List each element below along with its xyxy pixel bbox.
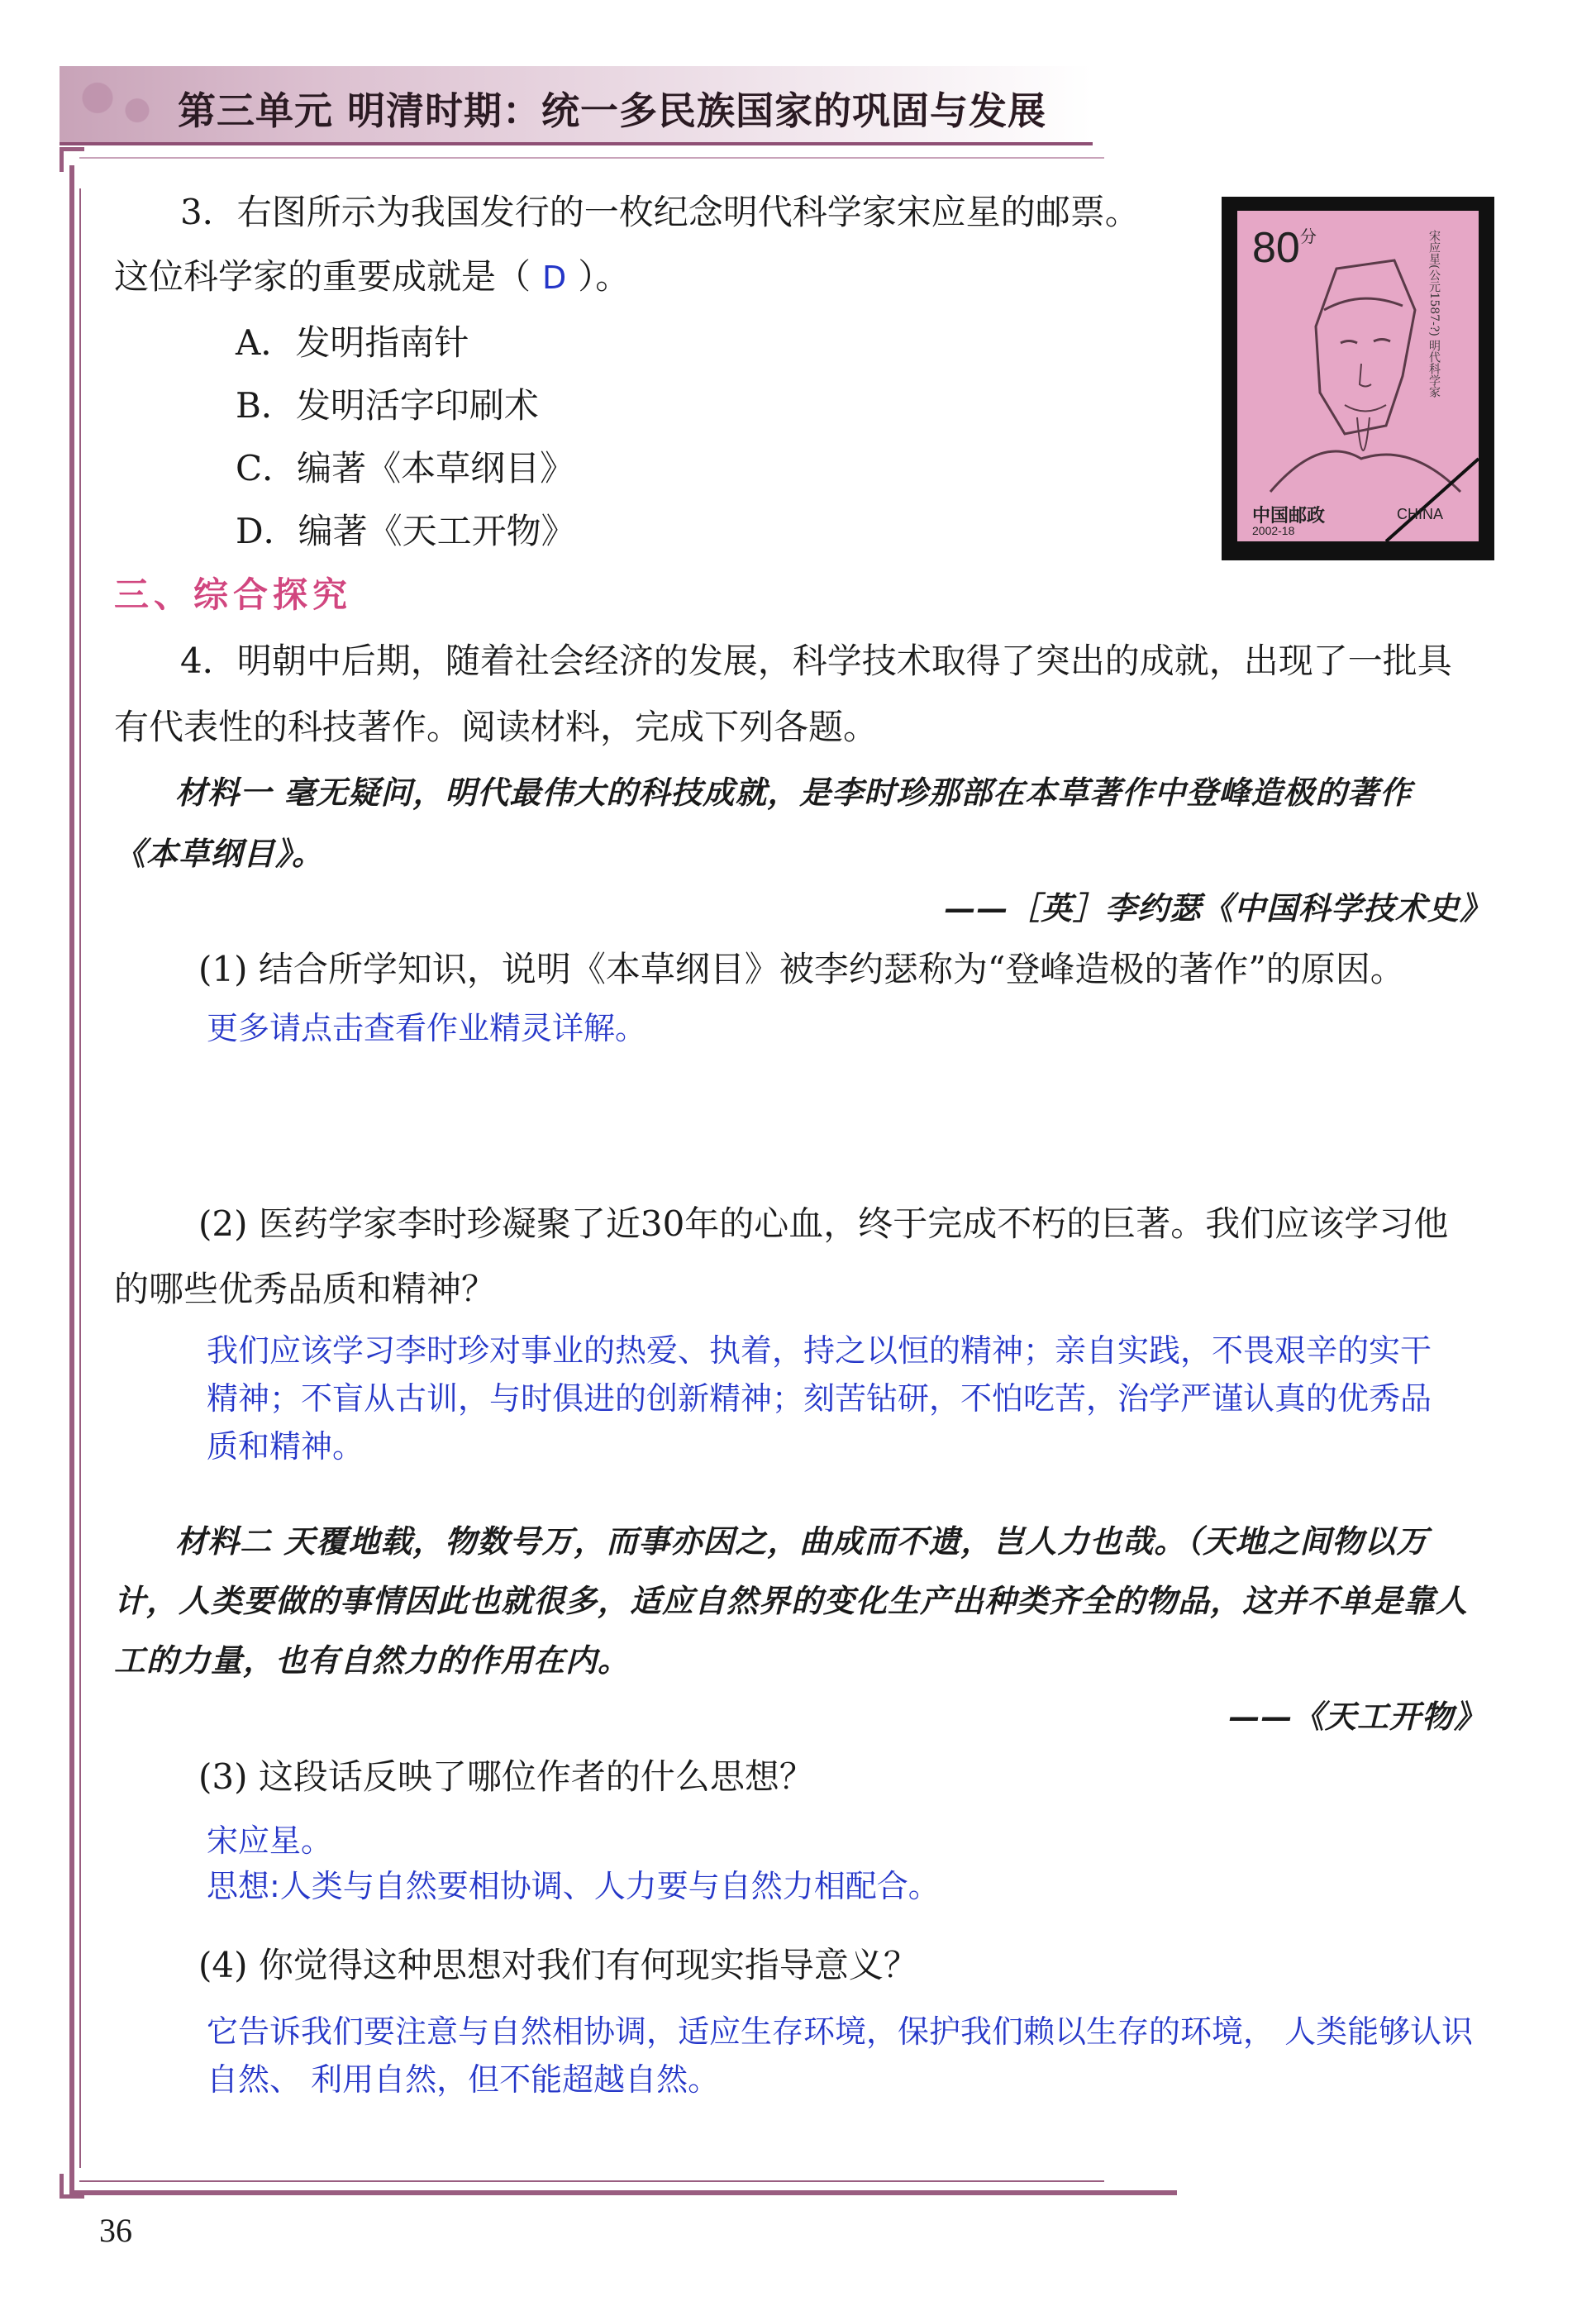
q4-sub1: (1) 结合所学知识，说明《本草纲目》被李约瑟称为“登峰造极的著作”的原因。: [198, 949, 1405, 989]
q4-sub2-answer-line3: 质和精神。: [207, 1428, 364, 1465]
q3-stem-line1: 3．右图所示为我国发行的一枚纪念明代科学家宋应星的邮票。: [180, 192, 1140, 232]
frame-top-rule: [79, 157, 1104, 159]
frame-bottom-inner-border: [79, 2180, 1104, 2182]
q4-sub4-answer-line2: 自然、 利用自然，但不能超越自然。: [207, 2061, 720, 2098]
stamp-issue-code: 2002-18: [1252, 524, 1295, 537]
q4-sub4-answer-line1: 它告诉我们要注意与自然相协调，适应生存环境，保护我们赖以生存的环境， 人类能够认识: [207, 2013, 1474, 2050]
q3-stem-line2: 这位科学家的重要成就是（ D ）。: [114, 256, 631, 297]
q3-option-a: A．发明指南针: [236, 322, 469, 363]
frame-left-border: [69, 165, 74, 2190]
unit-title: 第三单元 明清时期：统一多民族国家的巩固与发展: [178, 88, 1047, 133]
frame-corner-bottom-left: [60, 2174, 84, 2199]
stamp-value: $80^分$: [1252, 224, 1317, 272]
q4-intro-line1: 4．明朝中后期，随着社会经济的发展，科学技术取得了突出的成就，出现了一批具: [180, 641, 1452, 681]
q3-option-b: B．发明活字印刷术: [236, 385, 539, 426]
q4-sub2-answer-line1: 我们应该学习李时珍对事业的热爱、执着，持之以恒的精神；亲自实践，不畏艰辛的实干: [207, 1332, 1432, 1369]
material1-line1: 材料一 毫无疑问，明代最伟大的科技成就，是李时珍那部在本草著作中登峰造极的著作: [175, 774, 1413, 811]
page-number: 36: [99, 2212, 132, 2249]
material2-line2: 计，人类要做的事情因此也就很多，适应自然界的变化生产出种类齐全的物品，这并不单是靠人: [114, 1582, 1469, 1619]
frame-left-inner-border: [79, 188, 81, 2168]
q4-sub3-answer-line1: 宋应星。: [207, 1822, 333, 1859]
frame-bottom-border: [69, 2190, 1177, 2195]
material2-source: ——《天工开物》: [1228, 1698, 1487, 1735]
material1-line2: 《本草纲目》。: [114, 835, 325, 872]
frame-corner-top-left: [60, 147, 84, 172]
q4-sub4: (4) 你觉得这种思想对我们有何现实指导意义？: [198, 1945, 918, 1985]
q4-sub2-line1: (2) 医药学家李时珍凝聚了近30年的心血，终于完成不朽的巨著。我们应该学习他: [198, 1203, 1449, 1244]
stamp-caption: 宋应星(公元1587-?) 明代科学家: [1427, 230, 1441, 398]
section-title: 三、综合探究: [114, 574, 353, 615]
q4-intro-line2: 有代表性的科技著作。阅读材料，完成下列各题。: [114, 707, 879, 747]
q4-sub1-answer[interactable]: 更多请点击查看作业精灵详解。: [207, 1010, 647, 1046]
material1-source: ——［英］李约瑟《中国科学技术史》: [944, 889, 1493, 927]
header-ornament: [68, 73, 167, 136]
q4-sub3: (3) 这段话反映了哪位作者的什么思想？: [198, 1756, 814, 1797]
q3-option-c: C．编著《本草纲目》: [236, 448, 575, 488]
q4-sub2-line2: 的哪些优秀品质和精神？: [114, 1269, 497, 1309]
q3-option-d: D．编著《天工开物》: [236, 511, 576, 551]
material2-line3: 工的力量，也有自然力的作用在内。: [114, 1641, 631, 1679]
stamp-post-label: 中国邮政: [1252, 506, 1326, 526]
stamp-country: CHINA: [1397, 506, 1444, 522]
q3-answer: D: [542, 260, 567, 296]
q4-sub3-answer-line2: 思想:人类与自然要相协调、人力要与自然力相配合。: [207, 1868, 940, 1904]
q4-sub2-answer-line2: 精神；不盲从古训，与时俱进的创新精神；刻苦钻研，不怕吃苦，治学严谨认真的优秀品: [207, 1380, 1432, 1417]
material2-line1: 材料二 天覆地载，物数号万，而事亦因之，曲成而不遗，岂人力也哉。（天地之间物以万: [175, 1522, 1429, 1560]
